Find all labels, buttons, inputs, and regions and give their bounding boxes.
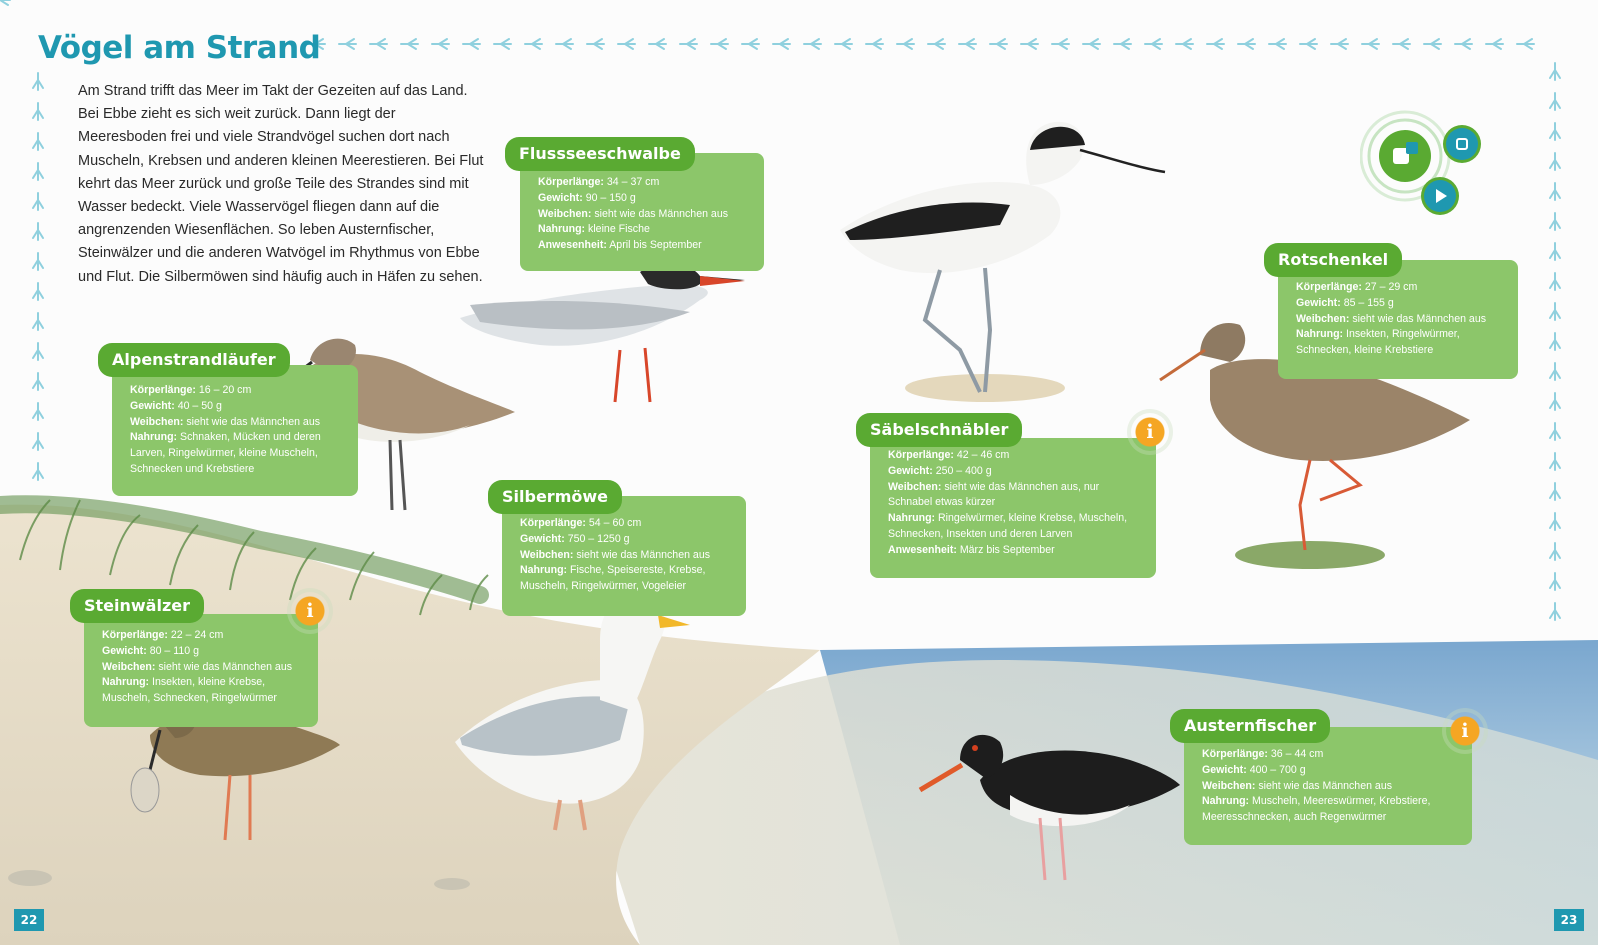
footprint-mark (33, 73, 43, 90)
weight-label: Gewicht: (888, 464, 933, 477)
food-label: Nahrung: (520, 564, 568, 577)
female-label: Weibchen: (520, 548, 574, 561)
footprint-mark (1550, 213, 1560, 230)
footprint-mark (1331, 39, 1348, 49)
weight-value: 400 – 700 g (1249, 763, 1306, 776)
info-card-alpenstrandlaeufer (112, 365, 358, 496)
footprint-mark (33, 223, 43, 240)
food-label: Nahrung: (1202, 795, 1250, 808)
bird-name-austernfischer: Austernfischer (1170, 709, 1330, 743)
female-label: Weibchen: (130, 415, 184, 428)
length-label: Körperlänge: (888, 449, 954, 461)
stone (434, 878, 470, 890)
footprint-mark (494, 39, 511, 49)
length-label: Körperlänge: (1296, 281, 1362, 293)
footprint-mark (1550, 183, 1560, 200)
length-value: 16 – 20 cm (198, 384, 252, 396)
food-label: Nahrung: (102, 676, 150, 689)
footprint-mark (618, 39, 635, 49)
footprint-mark (1550, 333, 1560, 350)
length-label: Körperlänge: (538, 176, 604, 188)
length-label: Körperlänge: (102, 629, 168, 641)
food-label: Nahrung: (888, 512, 936, 525)
footprint-mark (897, 39, 914, 49)
female-value: sieht wie das Männchen aus (1258, 779, 1393, 792)
footprint-mark (401, 39, 418, 49)
footprint-mark (33, 133, 43, 150)
footprint-mark (33, 403, 43, 420)
stop-icon (1456, 138, 1468, 150)
length-value: 34 – 37 cm (606, 176, 660, 188)
intro-text: Am Strand trifft das Meer im Takt der Gezeiten auf das Land. Bei Ebbe zieht es sich weit zurück. Dann liegt der Meeresboden frei und viele Strandvögel suchen dort nach Muscheln, Krebsen und anderen kleinen Meerestieren. Bei Flut kehrt das Meer zurück und große Teile des Strandes sind mit Wasser bedeckt. Viele Wasservögel fliegen dann auf die angrenzenden Wiesenflächen. So leben Austernfischer, Steinwälzer und die anderen Watvögel im Rhythmus von Ebbe und Flut. Die Silbermöwen sind häufig auch in Häfen zu sehen. (78, 83, 484, 285)
food-value: Fische, Speisereste, Krebse, Muscheln, Ringelwürmer, Vogeleier (520, 564, 706, 593)
footprint-mark (432, 39, 449, 49)
footprint-mark (1550, 453, 1560, 470)
bird-name-alpenstrandlaeufer: Alpenstrandläufer (98, 343, 290, 377)
female-label: Weibchen: (538, 207, 592, 220)
food-label: Nahrung: (1296, 328, 1344, 341)
weight-label: Gewicht: (520, 532, 565, 545)
footprint-mark (1207, 39, 1224, 49)
footprint-mark (525, 39, 542, 49)
footprint-mark (1550, 273, 1560, 290)
footprint-mark (1238, 39, 1255, 49)
footprint-mark (1021, 39, 1038, 49)
footprint-mark (1362, 39, 1379, 49)
presence-value: März bis September (959, 543, 1055, 556)
weight-value: 85 – 155 g (1343, 296, 1394, 309)
bird-name-rotschenkel: Rotschenkel (1264, 243, 1402, 277)
female-value: sieht wie das Männchen aus (1352, 312, 1487, 325)
info-icon[interactable]: i (1446, 712, 1484, 750)
food-value: Ringelwürmer, kleine Krebse, Muscheln, Schnecken, Insekten und deren Larven (888, 512, 1128, 540)
footprint-mark (463, 39, 480, 49)
length-value: 22 – 24 cm (170, 629, 224, 641)
info-icon[interactable]: i (1131, 413, 1169, 451)
female-label: Weibchen: (888, 480, 942, 493)
info-card-saebelschnaebler (870, 438, 1156, 578)
food-value: Insekten, kleine Krebse, Muscheln, Schnecken, Ringelwürmer (102, 676, 277, 705)
length-value: 54 – 60 cm (588, 517, 642, 529)
weight-value: 90 – 150 g (585, 191, 636, 204)
footprint-mark (33, 313, 43, 330)
weight-value: 40 – 50 g (177, 399, 222, 412)
footprint-mark (33, 283, 43, 300)
food-label: Nahrung: (130, 431, 178, 444)
presence-value: April bis September (609, 239, 702, 252)
food-value: kleine Fische (588, 223, 650, 236)
footprint-mark (339, 39, 356, 49)
footprint-mark (1550, 303, 1560, 320)
weight-label: Gewicht: (538, 191, 583, 204)
footprint-mark (990, 39, 1007, 49)
footprint-mark (33, 463, 43, 480)
weight-label: Gewicht: (1202, 763, 1247, 776)
footprint-mark (1393, 39, 1410, 49)
footprint-mark (1145, 39, 1162, 49)
footprint-mark (33, 253, 43, 270)
footprint-mark (1269, 39, 1286, 49)
bird-name-steinwaelzer: Steinwälzer (70, 589, 204, 623)
footprint-mark (1083, 39, 1100, 49)
footprint-mark (33, 163, 43, 180)
footprint-mark (1550, 573, 1560, 590)
play-button[interactable] (1424, 180, 1456, 212)
footprint-mark (33, 103, 43, 120)
footprint-mark (866, 39, 883, 49)
footprint-mark (587, 39, 604, 49)
footprint-mark (1550, 243, 1560, 260)
footprint-mark (1550, 393, 1560, 410)
footprint-mark (1550, 363, 1560, 380)
footprint-mark (370, 39, 387, 49)
length-label: Körperlänge: (130, 384, 196, 396)
footprint-mark (1550, 603, 1560, 620)
info-card-rotschenkel (1278, 260, 1518, 379)
footprint-mark (556, 39, 573, 49)
female-value: sieht wie das Männchen aus (186, 415, 321, 428)
footprint-mark (1550, 93, 1560, 110)
footprint-border (0, 0, 10, 5)
female-value: sieht wie das Männchen aus (158, 660, 293, 673)
food-value: Insekten, Ringelwürmer, Schnecken, kleine Krebstiere (1296, 328, 1460, 357)
stone (8, 870, 52, 886)
footprint-mark (1486, 39, 1503, 49)
footprint-mark (33, 373, 43, 390)
info-icon[interactable]: i (291, 592, 329, 630)
footprint-mark (1052, 39, 1069, 49)
footprint-mark (33, 343, 43, 360)
bird-name-flussseeschwalbe: Flussseeschwalbe (505, 137, 695, 171)
footprint-mark (1550, 63, 1560, 80)
footprint-mark (959, 39, 976, 49)
stop-button[interactable] (1446, 128, 1478, 160)
footprint-mark (1550, 513, 1560, 530)
footprint-mark (1517, 39, 1534, 49)
info-card-austernfischer (1184, 727, 1472, 845)
female-label: Weibchen: (1202, 779, 1256, 792)
footprint-mark (649, 39, 666, 49)
footprint-mark (1455, 39, 1472, 49)
page-number-right: 23 (1554, 909, 1584, 931)
female-label: Weibchen: (1296, 312, 1350, 325)
footprint-mark (928, 39, 945, 49)
footprint-mark (1550, 123, 1560, 140)
food-value: Schnaken, Mücken und deren Larven, Ringelwürmer, kleine Muscheln, Schnecken und Krebstiere (130, 431, 321, 475)
footprint-mark (1550, 543, 1560, 560)
footprint-mark (33, 433, 43, 450)
page-title: Vögel am Strand (38, 30, 321, 66)
footprint-mark (773, 39, 790, 49)
dice-button[interactable] (1382, 130, 1432, 180)
presence-label: Anwesenheit: (538, 239, 607, 252)
footprint-mark (804, 39, 821, 49)
food-label: Nahrung: (538, 223, 586, 236)
footprint-mark (1550, 423, 1560, 440)
footprint-mark (742, 39, 759, 49)
food-value: Muscheln, Meereswürmer, Krebstiere, Meeresschnecken, auch Regenwürmer (1202, 795, 1431, 824)
weight-label: Gewicht: (1296, 296, 1341, 309)
footprint-mark (835, 39, 852, 49)
female-value: sieht wie das Männchen aus, nur Schnabel etwas kürzer (888, 480, 1100, 509)
info-card-steinwaelzer (84, 614, 318, 727)
weight-value: 80 – 110 g (149, 644, 199, 657)
page-number-left: 22 (14, 909, 44, 931)
footprint-mark (33, 193, 43, 210)
bird-name-saebelschnaebler: Säbelschnäbler (856, 413, 1022, 447)
length-value: 42 – 46 cm (956, 449, 1010, 461)
avocet-illustration (840, 122, 1165, 392)
weight-value: 750 – 1250 g (567, 532, 630, 545)
footprint-mark (711, 39, 728, 49)
length-value: 36 – 44 cm (1270, 748, 1324, 760)
footprint-mark (1550, 483, 1560, 500)
footprint-mark (680, 39, 697, 49)
footprint-mark (1550, 153, 1560, 170)
presence-label: Anwesenheit: (888, 543, 957, 556)
tern-illustration (460, 263, 745, 402)
info-card-silbermoewe (502, 496, 746, 616)
female-value: sieht wie das Männchen aus (594, 207, 729, 220)
length-label: Körperlänge: (1202, 748, 1268, 760)
female-label: Weibchen: (102, 660, 156, 673)
weight-value: 250 – 400 g (935, 464, 992, 477)
weight-label: Gewicht: (102, 644, 147, 657)
footprint-mark (1114, 39, 1131, 49)
footprint-mark (1424, 39, 1441, 49)
weight-label: Gewicht: (130, 399, 175, 412)
female-value: sieht wie das Männchen aus (576, 548, 711, 561)
length-label: Körperlänge: (520, 517, 586, 529)
footprint-mark (1176, 39, 1193, 49)
footprint-mark (1300, 39, 1317, 49)
length-value: 27 – 29 cm (1364, 281, 1418, 293)
bird-name-silbermoewe: Silbermöwe (488, 480, 622, 514)
play-icon (1436, 189, 1447, 203)
